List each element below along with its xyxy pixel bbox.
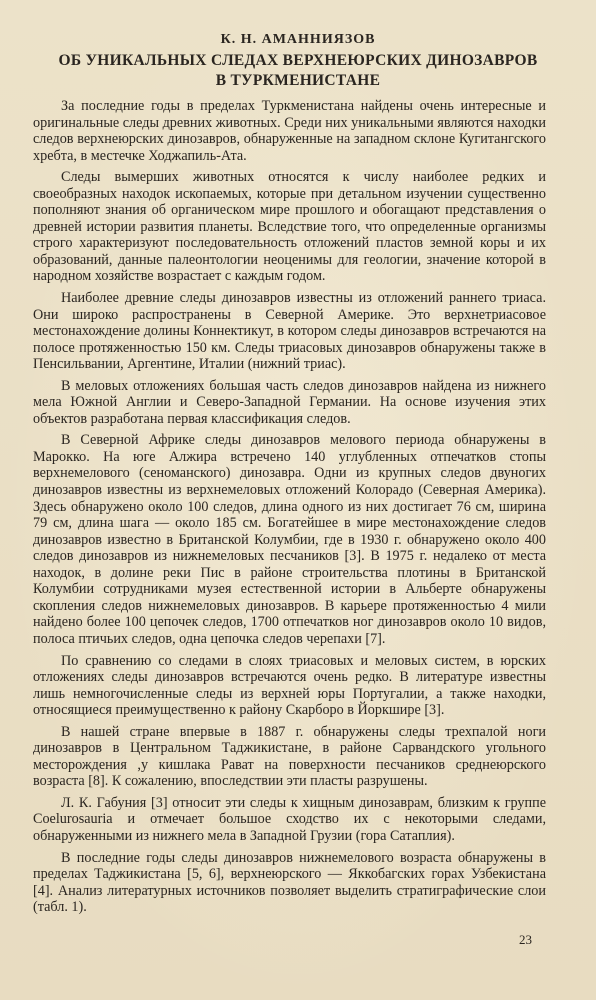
paragraph: В меловых отложениях большая часть следов динозавров найдена из нижнего мела Южной Англии и Северо-Западной Германии. На основе изучения этих объектов разработана первая классификация следов. [33, 377, 546, 427]
paragraph: В последние годы следы динозавров нижнемелового возраста обнаружены в пределах Таджикистана [5, 6], верхнеюрского — Яккобагских горах Узбекистана [4]. Анализ литературных источников позволяет выделить стратиграфические слои (табл. 1). [33, 849, 546, 916]
page-number: 23 [519, 932, 532, 947]
paragraph: Л. К. Габуния [3] относит эти следы к хищным динозаврам, близким к группе Coelurosauria и отмечает большое сходство их с некоторыми следами, обнаруженными из нижнего мела в Западной Грузии (гора Сатаплия). [33, 794, 546, 844]
title-line-2: В ТУРКМЕНИСТАНЕ [215, 72, 381, 89]
paragraph: Наиболее древние следы динозавров известны из отложений раннего триаса. Они широко распространены в Северной Америке. Это верхнетриасовое местонахождение долины Коннектикут, в котором следы динозавров встречаются на полосе протяженностью 150 км. Следы триасовых динозавров обнаружены также в Пенсильвании, Аргентине, Италии (нижний триас). [33, 290, 546, 373]
author-name: К. Н. АМАННИЯЗОВ [220, 32, 376, 47]
article-body [33, 98, 546, 921]
paragraph: За последние годы в пределах Туркменистана найдены очень интересные и оригинальные следы древних животных. Среди них уникальными являются находки следов верхнеюрских динозавров, обнаруженные на западном склоне Кугитангского хребта, в местечке Ходжапиль-Ата. [33, 98, 546, 164]
paragraph: Следы вымерших животных относятся к числу наиболее редких и своеобразных находок ископаемых, которые при детальном изучении существенно пополняют знания об органическом мире прошлого и обогащают представления о древней истории развития планеты. Вследствие того, что определенные организмы строго характеризуют последовательность отложений пластов земной коры и их образований, данные палеонтологии неоценимы для геологии, значение которой в народном хозяйстве возрастает с каждым годом. [33, 169, 546, 285]
paragraph: В нашей стране впервые в 1887 г. обнаружены следы трехпалой ноги динозавров в Центральном Таджикистане, в районе Сарвандского угольного месторождения ,у кишлака Рават на поверхности песчаников среднеюрского возраста [8]. К сожалению, впоследствии эти пласты разрушены. [33, 723, 546, 790]
article-title [20, 51, 576, 91]
paragraph: По сравнению со следами в слоях триасовых и меловых систем, в юрских отложениях следы динозавров встречаются очень редко. В литературе известны лишь немногочисленные следы из верхней юры Португалии, а также находки, относящиеся преимущественно к району Скарборо в Йоркшире [3]. [33, 652, 546, 719]
paragraph: В Северной Африке следы динозавров мелового периода обнаружены в Марокко. На юге Алжира встречено 140 углубленных отпечатков стопы верхнемелового (сеноманского) динозавра. Одни из крупных следов двуногих динозавров известны из верхнемеловых отложений Колорадо (Северная Америка). Здесь обнаружено около 100 следов, длина одного из них достигает 76 см, ширина 79 см, длина шага — около 185 см. Богатейшее в мире местонахождение следов динозавров известно в Британской Колумбии, где в 1930 г. обнаружено около 400 следов динозавров из нижнемеловых песчаников [3]. В 1975 г. недалеко от места находок, в долине реки Пис в районе строительства плотины в Британской Колумбии сотрудниками музея естественной истории в Альберте обнаружены скопления следов нижнемеловых динозавров. В карьере протяженностью 4 мили найдено более 100 цепочек следов, 1700 отпечатков ног динозавров около 10 видов, полоса птичьих следов, одна цепочка следов черепахи [7]. [33, 432, 546, 647]
title-line-1: ОБ УНИКАЛЬНЫХ СЛЕДАХ ВЕРХНЕЮРСКИХ ДИНОЗАВРОВ [58, 52, 538, 69]
